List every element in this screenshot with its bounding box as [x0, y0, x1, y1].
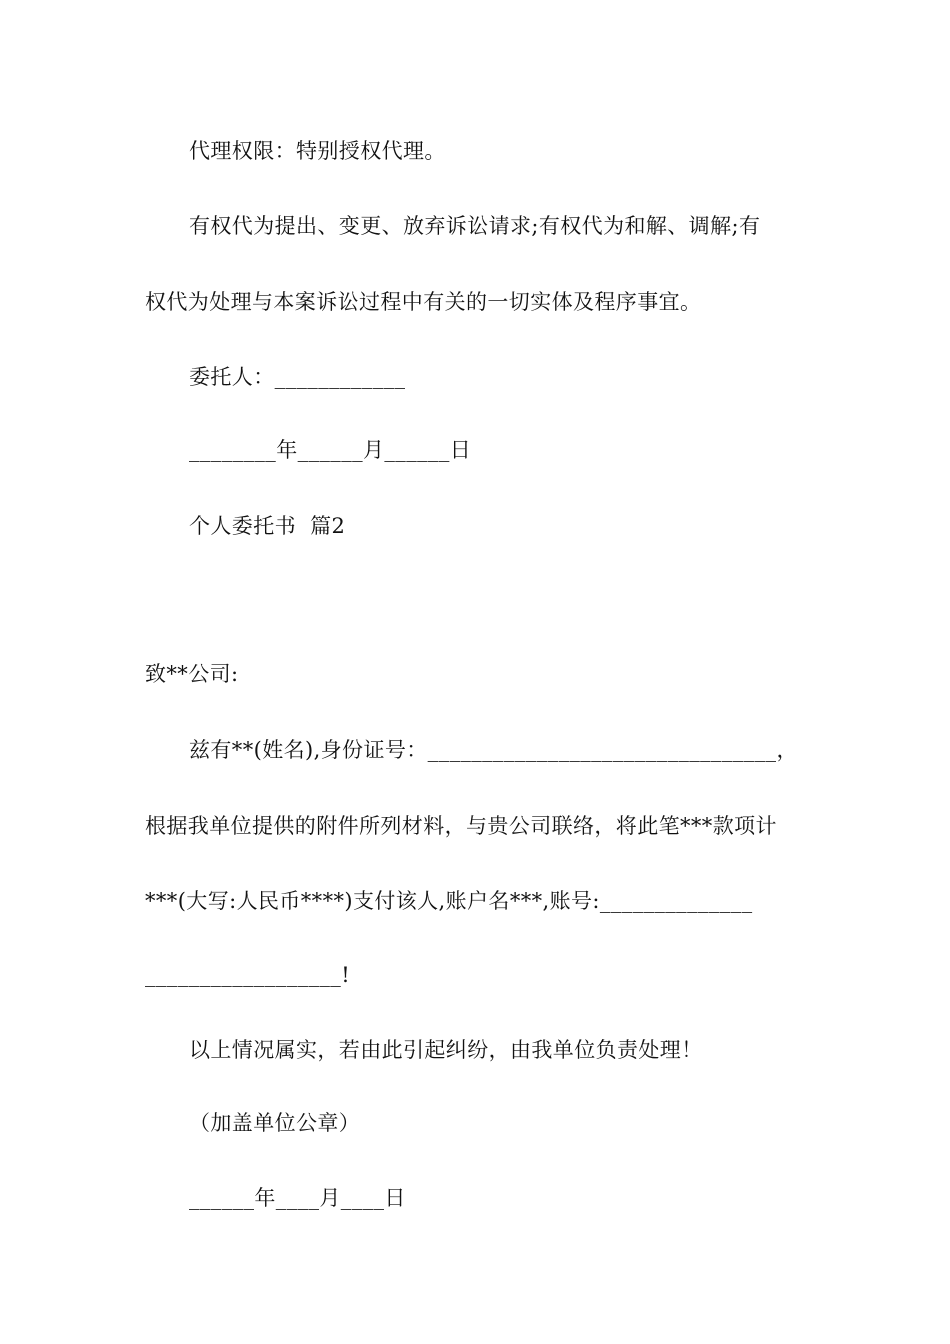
date-line-1: ________年______月______日 [189, 438, 472, 462]
declaration-line: 以上情况属实，若由此引起纠纷，由我单位负责处理！ [189, 1038, 703, 1062]
date-line-2: ______年____月____日 [189, 1186, 406, 1210]
section-heading: 个人委托书 篇2 [189, 514, 346, 538]
identity-line: 兹有**(姓名),身份证号：________________________________， [189, 738, 798, 762]
body-line-2: ***(大写:人民币****)支付该人,账户名***,账号:______________ [145, 889, 753, 913]
authority-detail-line-2: 权代为处理与本案诉讼过程中有关的一切实体及程序事宜。 [145, 290, 702, 314]
principal-signature-line: 委托人：____________ [189, 365, 406, 389]
authority-scope-line: 代理权限：特别授权代理。 [189, 139, 446, 163]
seal-note-line: （加盖单位公章） [189, 1111, 361, 1135]
authority-detail-line-1: 有权代为提出、变更、放弃诉讼请求;有权代为和解、调解;有 [189, 214, 761, 238]
body-line-1: 根据我单位提供的附件所列材料，与贵公司联络，将此笔***款项计 [145, 814, 777, 838]
addressee-line: 致**公司: [145, 662, 239, 686]
body-line-3: __________________! [145, 963, 351, 987]
